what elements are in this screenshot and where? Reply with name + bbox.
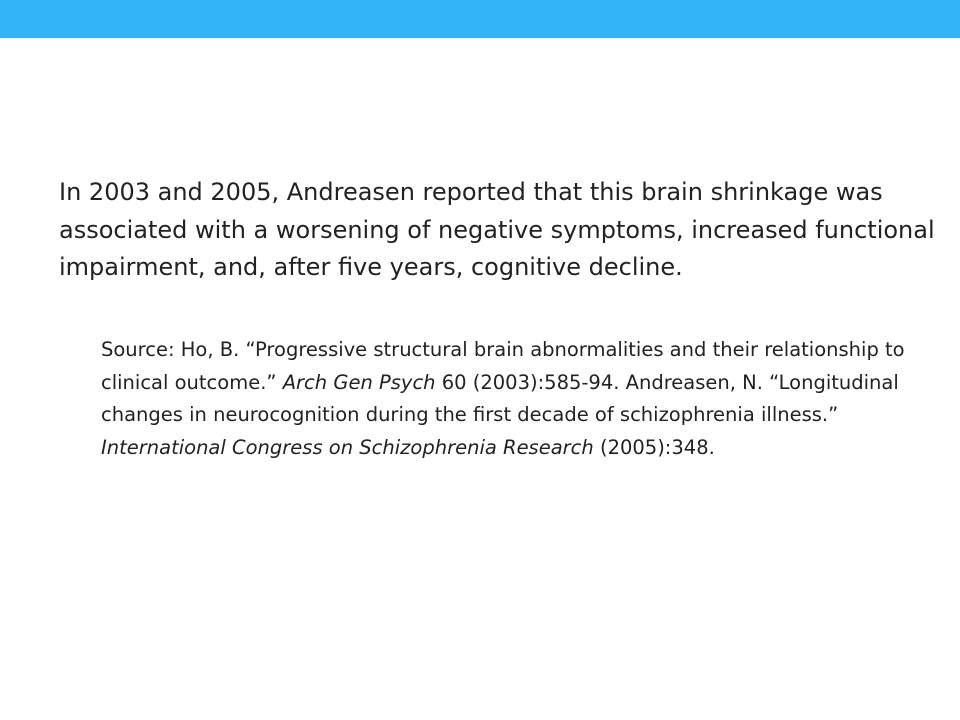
- journal-title-1: Arch Gen Psych: [282, 370, 436, 394]
- main-paragraph: In 2003 and 2005, Andreasen reported that this brain shrinkage was associated with a worsening of negative symptoms, increased functional impairment, and, after five years, cognitive decline.: [59, 178, 935, 281]
- journal-title-2: International Congress on Schizophrenia Research: [101, 435, 594, 459]
- source-text-part-2: 60 (2003):585-94. Andreasen, N. “Longitudinal changes in neurocognition during the first decade of schizophrenia illness.”: [101, 370, 899, 427]
- header-bar: [0, 0, 960, 38]
- source-text-part-3: (2005):348.: [593, 435, 715, 459]
- source-text-part-1: Source: Ho, B. “Progressive structural brain abnormalities and their relationship to clinical outcome.”: [101, 338, 905, 394]
- source-citation: [101, 334, 941, 464]
